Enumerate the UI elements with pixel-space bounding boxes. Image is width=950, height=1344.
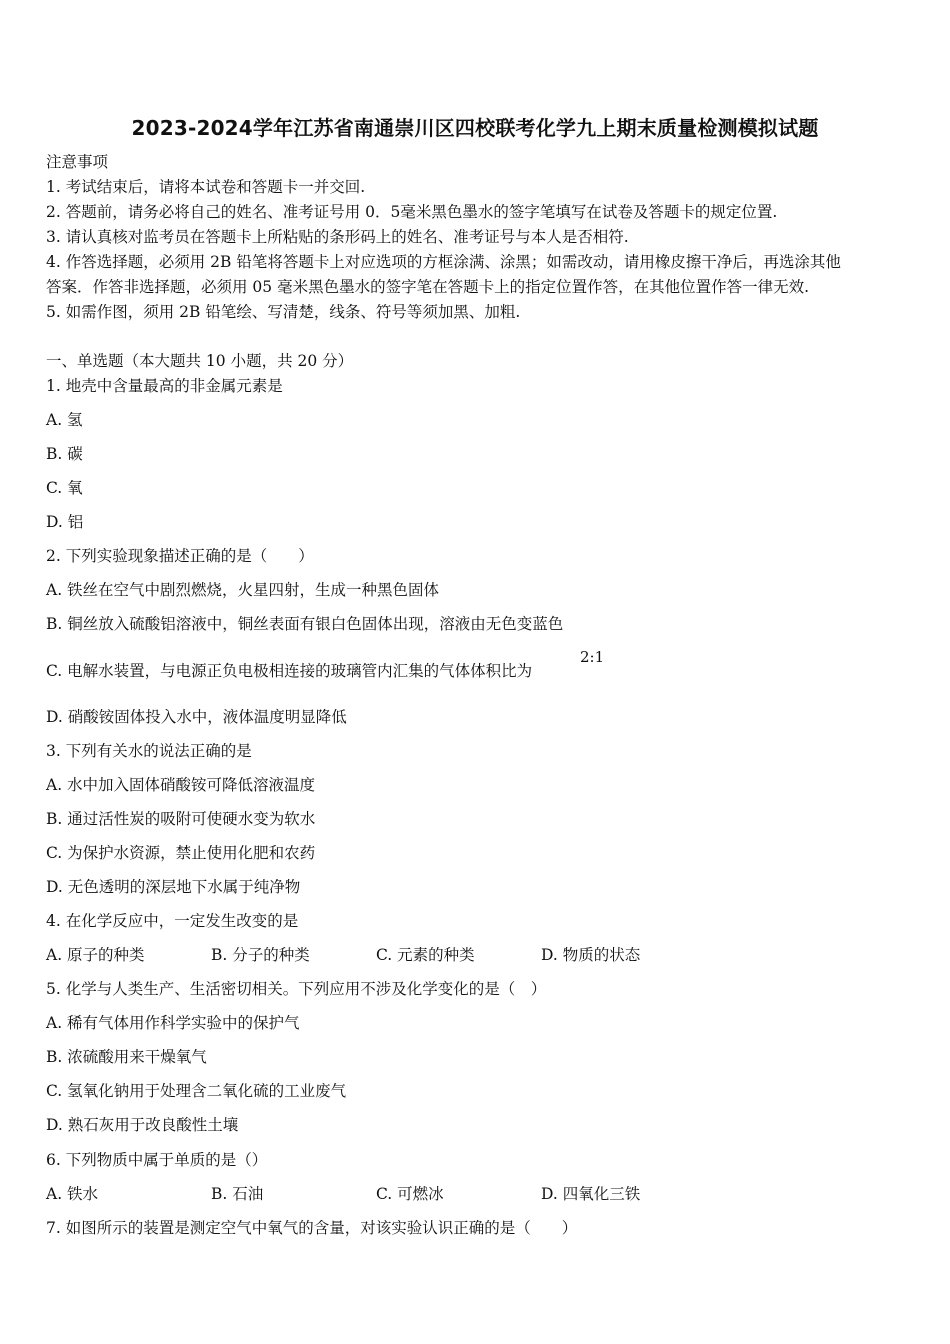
option-row xyxy=(46,945,706,965)
question-stem: 3. 下列有关水的说法正确的是 xyxy=(46,742,252,760)
option-d: D. 四氧化三铁 xyxy=(541,1185,641,1203)
option-row xyxy=(46,1184,706,1204)
notice-item: 答案．作答非选择题，必须用 05 毫米黑色墨水的签字笔在答题卡上的指定位置作答，在其他位置作答一律无效. xyxy=(46,278,810,296)
option-b: B. 通过活性炭的吸附可使硬水变为软水 xyxy=(46,810,316,828)
option-a: A. 稀有气体用作科学实验中的保护气 xyxy=(46,1014,300,1032)
question-stem: 2. 下列实验现象描述正确的是（ ） xyxy=(46,547,314,565)
option-a: A. 水中加入固体硝酸铵可降低溶液温度 xyxy=(46,776,316,794)
option-a: A. 铁水 xyxy=(46,1185,99,1203)
notice-item: 4. 作答选择题，必须用 2B 铅笔将答题卡上对应选项的方框涂满、涂黑；如需改动，请用橡皮擦干净后，再选涂其他 xyxy=(46,253,841,271)
question-stem: 1. 地壳中含量最高的非金属元素是 xyxy=(46,377,283,395)
notice-item: 2. 答题前，请务必将自己的姓名、准考证号用 0．5毫米黑色墨水的签字笔填写在试卷及答题卡的规定位置. xyxy=(46,203,778,221)
option-c: C. 氢氧化钠用于处理含二氧化硫的工业废气 xyxy=(46,1082,347,1100)
page-title: 2023-2024学年江苏省南通崇川区四校联考化学九上期末质量检测模拟试题 xyxy=(131,116,819,140)
option-c: C. 为保护水资源，禁止使用化肥和农药 xyxy=(46,844,316,862)
option-a: A. 原子的种类 xyxy=(46,946,145,964)
option-d: D. 物质的状态 xyxy=(541,946,641,964)
notice-heading: 注意事项 xyxy=(46,153,109,171)
option-a: A. 铁丝在空气中剧烈燃烧，火星四射，生成一种黑色固体 xyxy=(46,581,440,599)
option-c: C. 电解水装置，与电源正负电极相连接的玻璃管内汇集的气体体积比为 xyxy=(46,662,533,680)
option-d: D. 熟石灰用于改良酸性土壤 xyxy=(46,1116,239,1134)
question-stem: 7. 如图所示的装置是测定空气中氧气的含量，对该实验认识正确的是（ ） xyxy=(46,1219,578,1237)
option-c: C. 可燃冰 xyxy=(376,1185,444,1203)
option-b: B. 铜丝放入硫酸铝溶液中，铜丝表面有银白色固体出现，溶液由无色变蓝色 xyxy=(46,615,564,633)
option-d: D. 无色透明的深层地下水属于纯净物 xyxy=(46,878,301,896)
option-d: D. 铝 xyxy=(46,513,84,531)
notice-item: 5. 如需作图，须用 2B 铅笔绘、写清楚，线条、符号等须加黑、加粗. xyxy=(46,303,521,321)
option-b: B. 浓硫酸用来干燥氧气 xyxy=(46,1048,207,1066)
notice-item: 1. 考试结束后，请将本试卷和答题卡一并交回. xyxy=(46,178,366,196)
notice-item: 3. 请认真核对监考员在答题卡上所粘贴的条形码上的姓名、准考证号与本人是否相符. xyxy=(46,228,629,246)
question-stem: 5. 化学与人类生产、生活密切相关。下列应用不涉及化学变化的是（ ） xyxy=(46,980,547,998)
option-c: C. 氧 xyxy=(46,479,83,497)
question-stem: 6. 下列物质中属于单质的是（） xyxy=(46,1151,268,1169)
option-b: B. 碳 xyxy=(46,445,83,463)
option-b: B. 石油 xyxy=(211,1185,264,1203)
option-b: B. 分子的种类 xyxy=(211,946,310,964)
ratio-formula: 2:1 xyxy=(580,648,605,666)
question-stem: 4. 在化学反应中，一定发生改变的是 xyxy=(46,912,299,930)
option-d: D. 硝酸铵固体投入水中，液体温度明显降低 xyxy=(46,708,347,726)
option-c: C. 元素的种类 xyxy=(376,946,475,964)
option-a: A. 氢 xyxy=(46,411,83,429)
section-heading: 一、单选题（本大题共 10 小题，共 20 分） xyxy=(46,352,354,370)
